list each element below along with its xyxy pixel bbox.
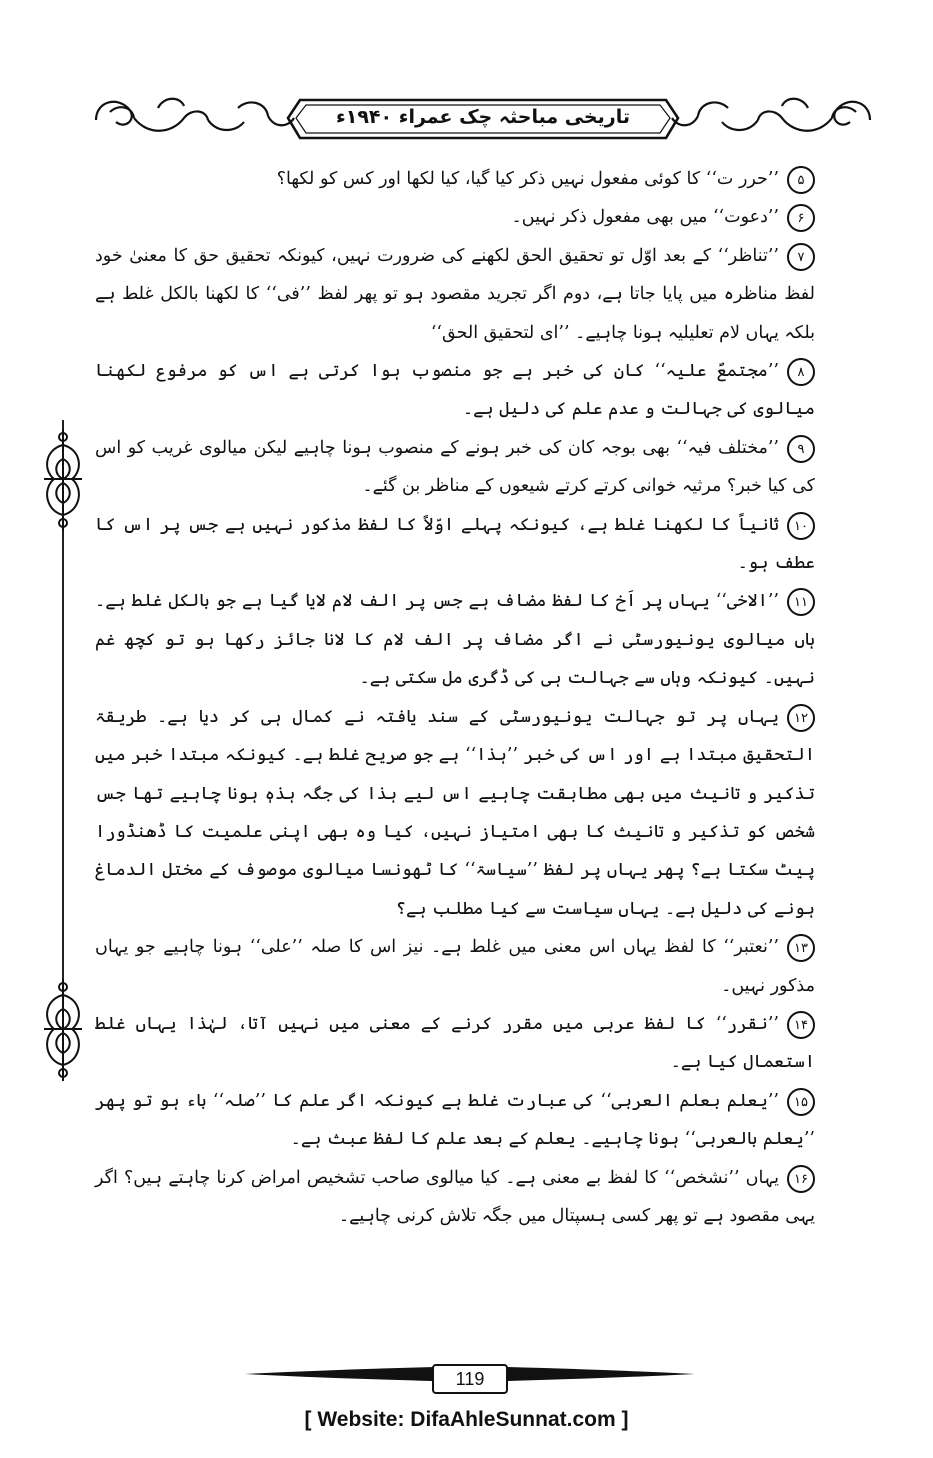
list-item (95, 1082, 815, 1159)
item-text: ’’نقرر‘‘ کا لفظ عربی میں مقرر کرنے کے معنی میں نہیں آتا، لہٰذا یہاں غلط استعمال کیا ہے۔ (95, 1013, 815, 1073)
item-number: ۷ (787, 243, 815, 271)
item-number: ۱۴ (787, 1011, 815, 1039)
floral-ornament-icon (36, 975, 90, 1085)
list-item (95, 698, 815, 928)
item-text: ’’دعوت‘‘ میں بھی مفعول ذکر نہیں۔ (511, 207, 779, 228)
item-text: ’’مختلف فیہ‘‘ بھی بوجہ کان کی خبر ہونے کے منصوب ہونا چاہیے لیکن میالوی غریب کو اس کی کیا خبر؟ مرثیہ خوانی کرتے کرتے شیعوں کے مناظر بن گئے۔ (95, 437, 815, 497)
item-number: ۸ (787, 358, 815, 386)
item-text: ’’تناظر‘‘ کے بعد اوّل تو تحقیق الحق لکھنے کی ضرورت نہیں، کیونکہ تحقیق حق کا معنیٰ خود لفظ مناظرہ میں پایا جاتا ہے، دوم اگر تجرید مقصود ہو تو پھر لفظ ’’فی‘‘ کا لکھنا بالکل غلط ہے بلکہ یہاں لام تعلیلیہ ہونا چاہیے۔ ’’ای لتحقیق الحق‘‘ (95, 245, 815, 343)
list-item (95, 582, 815, 697)
item-number: ۶ (787, 204, 815, 232)
floral-ornament-icon (36, 425, 90, 535)
page-number: 119 (432, 1364, 508, 1394)
list-item (95, 1005, 815, 1082)
list-item (95, 198, 815, 236)
list-item (95, 429, 815, 506)
item-number: ۱۵ (787, 1088, 815, 1116)
item-number: ۹ (787, 435, 815, 463)
list-item (95, 928, 815, 1005)
header-title: تاریخی مباحثہ چک عمراء ۱۹۴۰ء (336, 106, 630, 128)
item-text: یہاں پر تو جہالت یونیورسٹی کے سند یافتہ نے کمال ہی کر دیا ہے۔ طریقۃ التحقیق مبتدا ہے اور اس کی خبر ’’ہذا‘‘ ہے جو صریح غلط ہے۔ کیونکہ مبتدا خبر میں تذکیر و تانیث میں بھی مطابقت چاہیے اس لیے ہذا کی جگہ ہذہٖ ہونا چاہیے تھا جس شخص کو تذکیر و تانیث کا بھی امتیاز نہیں، کیا وہ بھی اپنی علمیت کا ڈھنڈورا پیٹ سکتا ہے؟ پھر یہاں پر لفظ ’’سیاسۃ‘‘ کا ٹھونسا میالوی موصوف کے مختل الدماغ ہونے کی دلیل ہے۔ یہاں سیاست سے کیا مطلب ہے؟ (95, 706, 815, 919)
item-text: ثانیاً کا لکھنا غلط ہے، کیونکہ پہلے اوّلاً کا لفظ مذکور نہیں ہے جس پر اس کا عطف ہو۔ (95, 514, 815, 574)
item-number: ۵ (787, 166, 815, 194)
item-number: ۱۶ (787, 1165, 815, 1193)
item-text: ’’یعلم بعلم العربی‘‘ کی عبارت غلط ہے کیونکہ اگر علم کا ’’صلہ‘‘ باء ہو تو پھر ’’یعلم بالعربی‘‘ ہونا چاہیے۔ یعلم کے بعد علم کا لفظ عبث ہے۔ (95, 1090, 815, 1150)
item-text: ’’الاخی‘‘ یہاں پر اَخ کا لفظ مضاف ہے جس پر الف لام لایا گیا ہے جو بالکل غلط ہے۔ ہاں میالوی یونیورسٹی نے اگر مضاف پر الف لام کا لانا جائز رکھا ہو تو کچھ غم نہیں۔ کیونکہ وہاں سے جہالت ہی کی ڈگری مل سکتی ہے۔ (95, 591, 815, 689)
website-footer: [ Website: DifaAhleSunnat.com ] (304, 1408, 629, 1431)
body-text (95, 160, 815, 1235)
list-item (95, 237, 815, 352)
page-header (88, 82, 878, 156)
item-number: ۱۰ (787, 512, 815, 540)
list-item (95, 160, 815, 198)
item-text: ’’حرر ت‘‘ کا کوئی مفعول نہیں ذکر کیا گیا، کیا لکھا اور کس کو لکھا؟ (276, 169, 779, 189)
list-item (95, 1159, 815, 1236)
item-number: ۱۱ (787, 588, 815, 616)
item-number: ۱۲ (787, 704, 815, 732)
item-text: یہاں ’’نشخص‘‘ کا لفظ بے معنی ہے۔ کیا میالوی صاحب تشخیص امراض کرنا چاہتے ہیں؟ اگر یہی مقصود ہے تو پھر کسی ہسپتال میں جگہ تلاش کرنی چاہیے۔ (95, 1167, 815, 1226)
item-text: ’’مجتمعٌ علیہ‘‘ کان کی خبر ہے جو منصوب ہوا کرتی ہے اس کو مرفوع لکھنا میالوی کی جہالت و عدم علم کی دلیل ہے۔ (95, 361, 815, 420)
item-number: ۱۳ (787, 934, 815, 962)
item-text: ’’نعتبر‘‘ کا لفظ یہاں اس معنی میں غلط ہے۔ نیز اس کا صلہ ’’علی‘‘ ہونا چاہیے جو یہاں مذکور نہیں۔ (95, 937, 815, 996)
list-item (95, 352, 815, 429)
list-item (95, 506, 815, 583)
